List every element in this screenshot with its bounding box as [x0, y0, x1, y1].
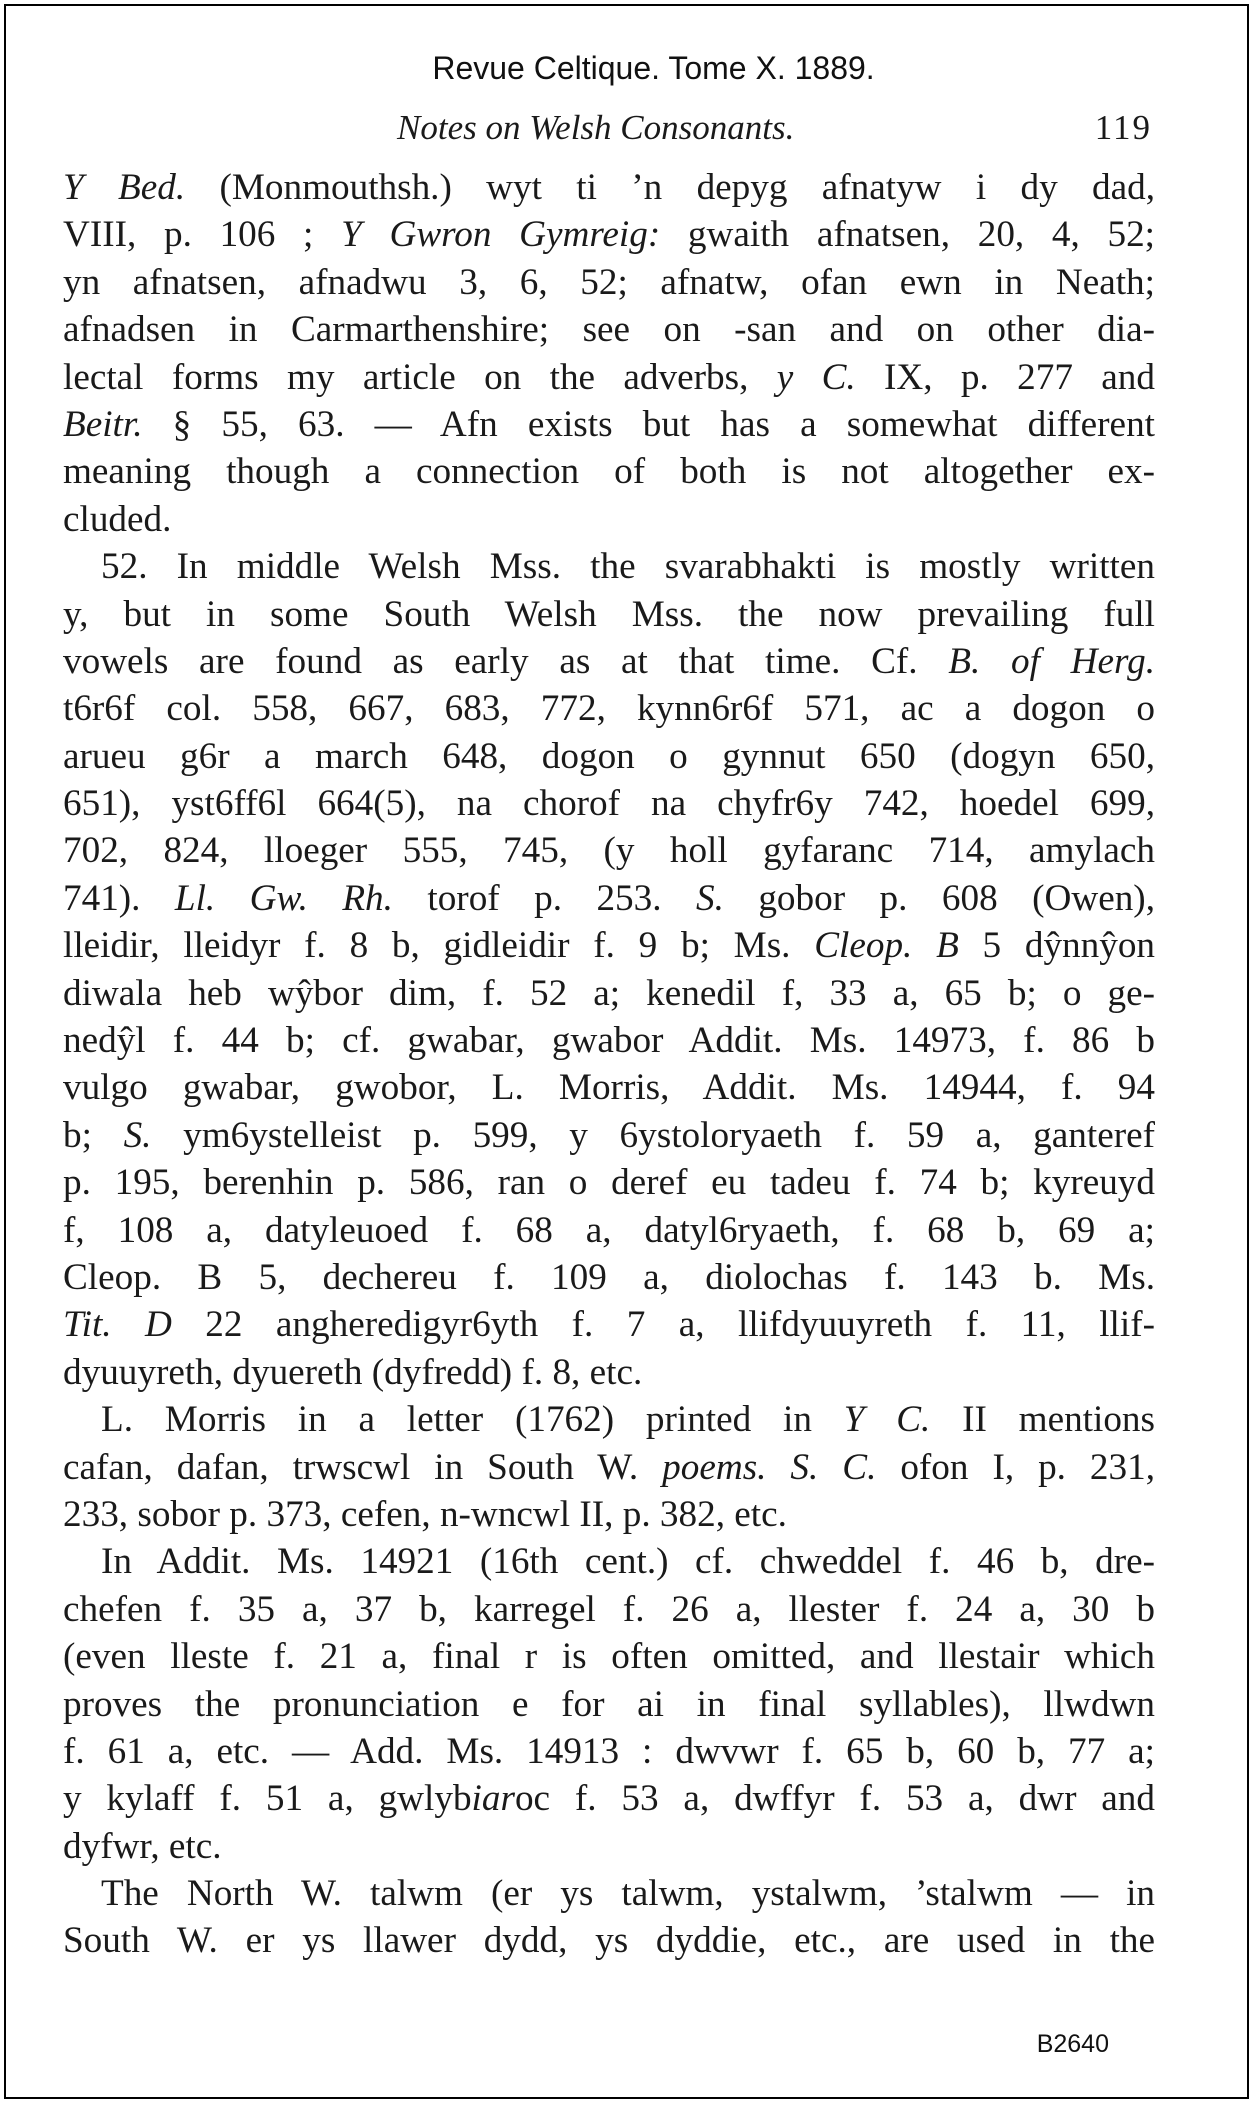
text-line: 702, 824, lloeger 555, 745, (y holl gyfaranc 714, amylach — [63, 830, 1155, 872]
text-line: L. Morris in a letter (1762) printed in Y C. II mentions — [101, 1399, 1155, 1441]
text-line: y, but in some South Welsh Mss. the now prevailing full — [63, 593, 1155, 635]
text-line: South W. er ys llawer dydd, ys dyddie, etc., are used in the — [63, 1920, 1155, 1962]
text-line: cafan, dafan, trwscwl in South W. poems. S. C. ofon I, p. 231, — [63, 1446, 1155, 1488]
text-line: b; S. ym6ystelleist p. 599, y 6ystoloryaeth f. 59 a, ganteref — [63, 1114, 1155, 1156]
running-head-title: Notes on Welsh Consonants. — [397, 108, 795, 147]
body-text — [63, 164, 1155, 1965]
text-line: Y Bed. (Monmouthsh.) wyt ti ’n depyg afnatyw i dy dad, — [63, 167, 1155, 208]
text-line: vowels are found as early as at that time. Cf. B. of Herg. — [63, 640, 1155, 682]
text-line: chefen f. 35 a, 37 b, karregel f. 26 a, llester f. 24 a, 30 b — [63, 1588, 1155, 1630]
archive-reference-code: B2640 — [1036, 2030, 1109, 2058]
text-line: nedŷl f. 44 b; cf. gwabar, gwabor Addit. Ms. 14973, f. 86 b — [63, 1020, 1155, 1062]
text-line: Cleop. B 5, dechereu f. 109 a, diolochas f. 143 b. Ms. — [63, 1256, 1155, 1298]
paragraph — [63, 1538, 1155, 1870]
text-line: proves the pronunciation e for ai in final syllables), llwdwn — [63, 1683, 1155, 1725]
text-line: 651), yst6ff6l 664(5), na chorof na chyfr6y 742, hoedel 699, — [63, 783, 1155, 825]
text-line: arueu g6r a march 648, dogon o gynnut 650 (dogyn 650, — [63, 735, 1155, 777]
text-line: t6r6f col. 558, 667, 683, 772, kynn6r6f 571, ac a dogon o — [63, 688, 1155, 730]
text-line: In Addit. Ms. 14921 (16th cent.) cf. chweddel f. 46 b, dre- — [101, 1541, 1155, 1583]
text-line: f. 61 a, etc. — Add. Ms. 14913 : dwvwr f. 65 b, 60 b, 77 a; — [63, 1730, 1155, 1772]
text-line: f, 108 a, datyleuoed f. 68 a, datyl6ryaeth, f. 68 b, 69 a; — [63, 1209, 1155, 1251]
text-line: (even lleste f. 21 a, final r is often omitted, and llestair which — [63, 1636, 1155, 1678]
text-line: dyuuyreth, dyuereth (dyfredd) f. 8, etc. — [63, 1351, 643, 1393]
paragraph — [63, 543, 1155, 1396]
paragraph — [63, 164, 1155, 543]
text-line: yn afnatsen, afnadwu 3, 6, 52; afnatw, ofan ewn in Neath; — [63, 261, 1155, 303]
text-line: Beitr. § 55, 63. — Afn exists but has a somewhat different — [63, 403, 1155, 445]
text-line: cluded. — [63, 498, 172, 540]
text-line: p. 195, berenhin p. 586, ran o deref eu tadeu f. 74 b; kyreuyd — [63, 1162, 1155, 1204]
text-line: lleidir, lleidyr f. 8 b, gidleidir f. 9 b; Ms. Cleop. B 5 dŷnnŷon — [63, 925, 1155, 967]
paragraph — [63, 1870, 1155, 1965]
page-number: 119 — [1094, 108, 1152, 147]
text-line: VIII, p. 106 ; Y Gwron Gymreig: gwaith afnatsen, 20, 4, 52; — [63, 214, 1155, 256]
text-line: Tit. D 22 angheredigyr6yth f. 7 a, llifdyuuyreth f. 11, llif- — [63, 1304, 1155, 1346]
text-line: dyfwr, etc. — [63, 1825, 222, 1867]
text-line: diwala heb wŷbor dim, f. 52 a; kenedil f, 33 a, 65 b; o ge- — [63, 972, 1155, 1014]
paragraph — [63, 1396, 1155, 1538]
text-line: 741). Ll. Gw. Rh. torof p. 253. S. gobor p. 608 (Owen), — [63, 877, 1155, 919]
text-line: 52. In middle Welsh Mss. the svarabhakti is mostly written — [101, 546, 1155, 588]
text-line: vulgo gwabar, gwobor, L. Morris, Addit. Ms. 14944, f. 94 — [63, 1067, 1155, 1109]
text-line: afnadsen in Carmarthenshire; see on -san and on other dia- — [63, 309, 1155, 351]
archive-header: Revue Celtique. Tome X. 1889. — [432, 50, 875, 86]
text-line: y kylaff f. 51 a, gwlybiaroc f. 53 a, dwffyr f. 53 a, dwr and — [63, 1778, 1155, 1820]
text-line: 233, sobor p. 373, cefen, n-wncwl II, p. 382, etc. — [63, 1493, 787, 1535]
text-line: meaning though a connection of both is not altogether ex- — [63, 451, 1155, 493]
text-line: lectal forms my article on the adverbs, y C. IX, p. 277 and — [63, 356, 1155, 398]
text-line: The North W. talwm (er ys talwm, ystalwm, ’stalwm — in — [101, 1873, 1155, 1915]
